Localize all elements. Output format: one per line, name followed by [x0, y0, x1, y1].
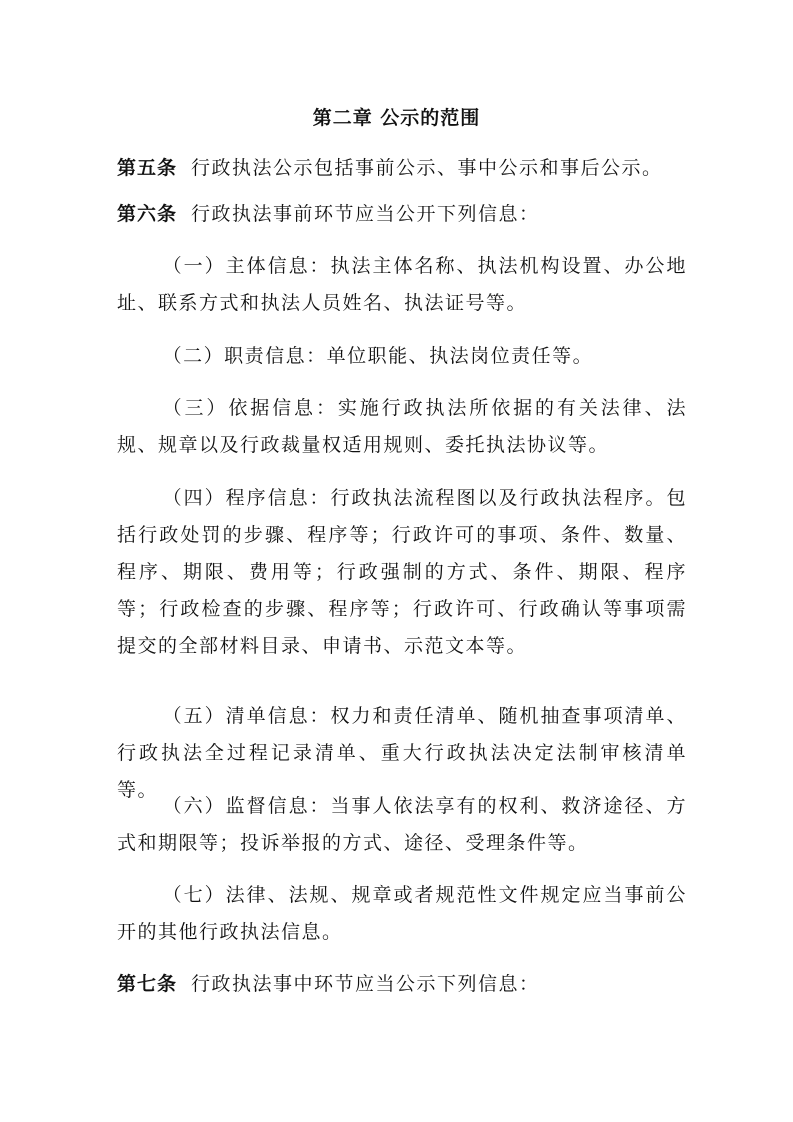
article-5	[117, 150, 687, 187]
article-5-label: 第五条	[117, 157, 178, 179]
list-item-1: （一）主体信息：执法主体名称、执法机构设置、办公地址、联系方式和执法人员姓名、执法证号等。	[117, 255, 687, 314]
list-item-2: （二）职责信息：单位职能、执法岗位责任等。	[162, 345, 594, 367]
chapter-title: 第二章 公示的范围	[312, 107, 481, 129]
article-6-label: 第六条	[117, 203, 178, 225]
article-7-label: 第七条	[117, 973, 178, 995]
article-7	[117, 966, 687, 1003]
list-item-7: （七）法律、法规、规章或者规范性文件规定应当事前公开的其他行政执法信息。	[117, 884, 687, 943]
list-item-6: （六）监督信息：当事人依法享有的权利、救济途径、方式和期限等；投诉举报的方式、途径、受理条件等。	[117, 795, 687, 854]
list-item-4: （四）程序信息：行政执法流程图以及行政执法程序。包括行政处罚的步骤、程序等；行政许可的事项、条件、数量、程序、期限、费用等；行政强制的方式、条件、期限、程序等；行政检查的步骤、程序等；行政许可、行政确认等事项需提交的全部材料目录、申请书、示范文本等。	[117, 487, 687, 657]
list-item-5: （五）清单信息：权力和责任清单、随机抽查事项清单、行政执法全过程记录清单、重大行政执法决定法制审核清单等。	[117, 705, 687, 801]
article-6-text: 行政执法事前环节应当公开下列信息：	[191, 203, 540, 225]
article-6	[117, 196, 687, 233]
article-7-text: 行政执法事中环节应当公示下列信息：	[191, 973, 540, 995]
article-5-text: 行政执法公示包括事前公示、事中公示和事后公示。	[191, 157, 663, 179]
list-item-3: （三）依据信息：实施行政执法所依据的有关法律、法规、规章以及行政裁量权适用规则、委托执法协议等。	[117, 397, 687, 456]
